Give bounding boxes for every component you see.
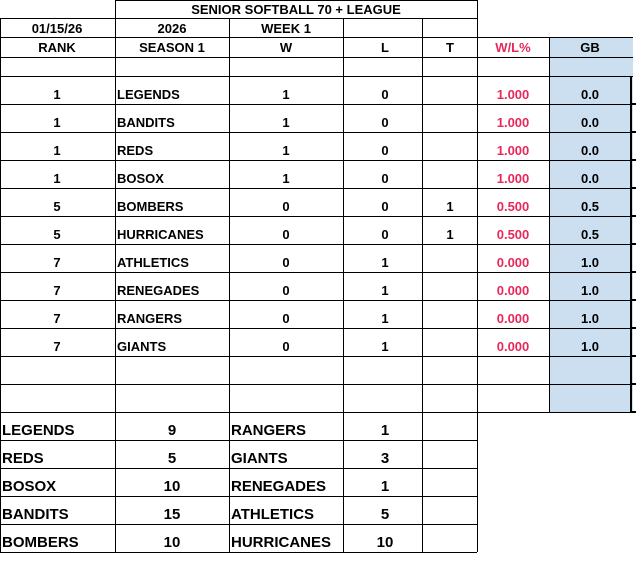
row-line [0,300,633,301]
pct-cell: 1.000 [496,143,530,158]
score2-cell: 1 [380,478,390,495]
column-line [477,0,478,552]
wins-cell: 0 [282,283,290,298]
rank-cell: 1 [53,171,61,186]
edge-tick [630,383,636,385]
row-line [0,440,477,441]
row-line [0,328,633,329]
pct-cell: 1.000 [496,115,530,130]
pct-cell: 0.000 [496,283,530,298]
score-team1-cell: REDS [2,450,44,467]
edge-tick [630,355,636,357]
team-name-cell: LEGENDS [117,87,180,102]
score-team1-cell: BOSOX [2,478,57,495]
wins-cell: 1 [282,87,290,102]
wins-cell: 1 [282,143,290,158]
row-line [0,468,477,469]
score-team1-cell: BANDITS [2,506,69,523]
pct-cell: 0.000 [496,255,530,270]
rank-cell: 1 [53,87,61,102]
wins-cell: 0 [282,255,290,270]
score-team1-cell: BOMBERS [2,534,79,551]
row-line [0,524,477,525]
score2-cell: 1 [380,422,390,439]
edge-tick [630,411,636,413]
losses-cell: 0 [381,115,389,130]
rank-header: RANK [38,40,76,55]
pct-cell: 0.500 [496,199,530,214]
edge-tick [630,215,636,217]
losses-cell: 1 [381,283,389,298]
row-line [0,18,115,19]
gb-cell: 0.0 [580,87,600,102]
week-cell: WEEK 1 [261,21,311,36]
gb-cell: 0.0 [580,171,600,186]
row-line [0,57,633,58]
edge-tick [630,103,636,105]
gb-cell: 1.0 [580,283,600,298]
column-line [549,37,550,413]
pct-cell: 0.500 [496,227,530,242]
wins-cell: 0 [282,227,290,242]
gb-cell: 1.0 [580,339,600,354]
row-line [0,188,633,189]
team-name-cell: GIANTS [117,339,167,354]
score-team1-cell: LEGENDS [2,422,75,439]
team-name-cell: HURRICANES [117,227,204,242]
score-team2-cell: HURRICANES [231,534,332,551]
wins-cell: 1 [282,171,290,186]
gb-header: GB [580,40,600,55]
score-team2-cell: GIANTS [231,450,288,467]
row-line [0,160,633,161]
gb-cell: 0.5 [580,199,600,214]
column-line [422,18,423,552]
edge-tick [630,187,636,189]
league-title: SENIOR SOFTBALL 70 + LEAGUE [191,2,401,17]
losses-cell: 0 [381,171,389,186]
team-name-cell: BANDITS [117,115,175,130]
gb-cell: 0.0 [580,143,600,158]
team-name-cell: RANGERS [117,311,183,326]
row-line [0,384,633,385]
rank-cell: 5 [53,199,61,214]
wins-cell: 0 [282,339,290,354]
row-line [0,496,477,497]
column-line [229,18,230,552]
score-team2-cell: RENEGADES [231,478,327,495]
column-line [0,18,1,552]
row-line [0,37,633,38]
ties-cell: 1 [446,199,454,214]
pct-cell: 0.000 [496,311,530,326]
wins-header: W [279,40,293,55]
gb-cell: 0.5 [580,227,600,242]
rank-cell: 1 [53,115,61,130]
edge-tick [630,159,636,161]
row-line [0,216,633,217]
rank-cell: 7 [53,283,61,298]
team-name-cell: ATHLETICS [117,255,189,270]
edge-tick [630,299,636,301]
score2-cell: 5 [380,506,390,523]
gb-cell: 1.0 [580,255,600,270]
rank-cell: 5 [53,227,61,242]
score1-cell: 9 [167,422,177,439]
wins-cell: 0 [282,199,290,214]
edge-tick [630,327,636,329]
row-line [0,356,633,357]
edge-tick [630,131,636,133]
column-line [343,18,344,552]
year-cell: 2026 [157,21,187,36]
team-name-cell: REDS [117,143,154,158]
row-line [0,552,477,553]
pct-cell: 1.000 [496,87,530,102]
team-name-cell: BOSOX [117,171,164,186]
edge-tick [630,243,636,245]
rank-cell: 7 [53,311,61,326]
score-team2-cell: RANGERS [231,422,307,439]
row-line [0,244,633,245]
score1-cell: 10 [163,478,181,495]
score1-cell: 10 [163,534,181,551]
rank-cell: 1 [53,143,61,158]
row-line [0,272,633,273]
score1-cell: 15 [163,506,181,523]
losses-cell: 1 [381,339,389,354]
losses-cell: 0 [381,143,389,158]
rank-cell: 7 [53,255,61,270]
row-line [0,104,633,105]
edge-tick [630,271,636,273]
losses-cell: 0 [381,227,389,242]
wins-cell: 1 [282,115,290,130]
ties-header: T [446,40,454,55]
rank-cell: 7 [53,339,61,354]
score2-cell: 10 [376,534,394,551]
losses-cell: 1 [381,255,389,270]
pct-cell: 1.000 [496,171,530,186]
losses-cell: 0 [381,87,389,102]
season-header: SEASON 1 [139,40,205,55]
team-name-cell: BOMBERS [117,199,184,214]
wins-cell: 0 [282,311,290,326]
row-line [0,132,633,133]
pct-header: W/L% [495,40,531,55]
date-cell: 01/15/26 [31,21,83,36]
score-team2-cell: ATHLETICS [231,506,315,523]
gb-cell: 0.0 [580,115,600,130]
row-line [0,76,633,77]
losses-cell: 0 [381,199,389,214]
row-line [115,0,477,1]
row-line [0,412,633,413]
losses-cell: 1 [381,311,389,326]
score2-cell: 3 [380,450,390,467]
score1-cell: 5 [167,450,177,467]
ties-cell: 1 [446,227,454,242]
gb-cell: 1.0 [580,311,600,326]
losses-header: L [381,40,389,55]
column-line [115,0,116,552]
pct-cell: 0.000 [496,339,530,354]
team-name-cell: RENEGADES [117,283,200,298]
